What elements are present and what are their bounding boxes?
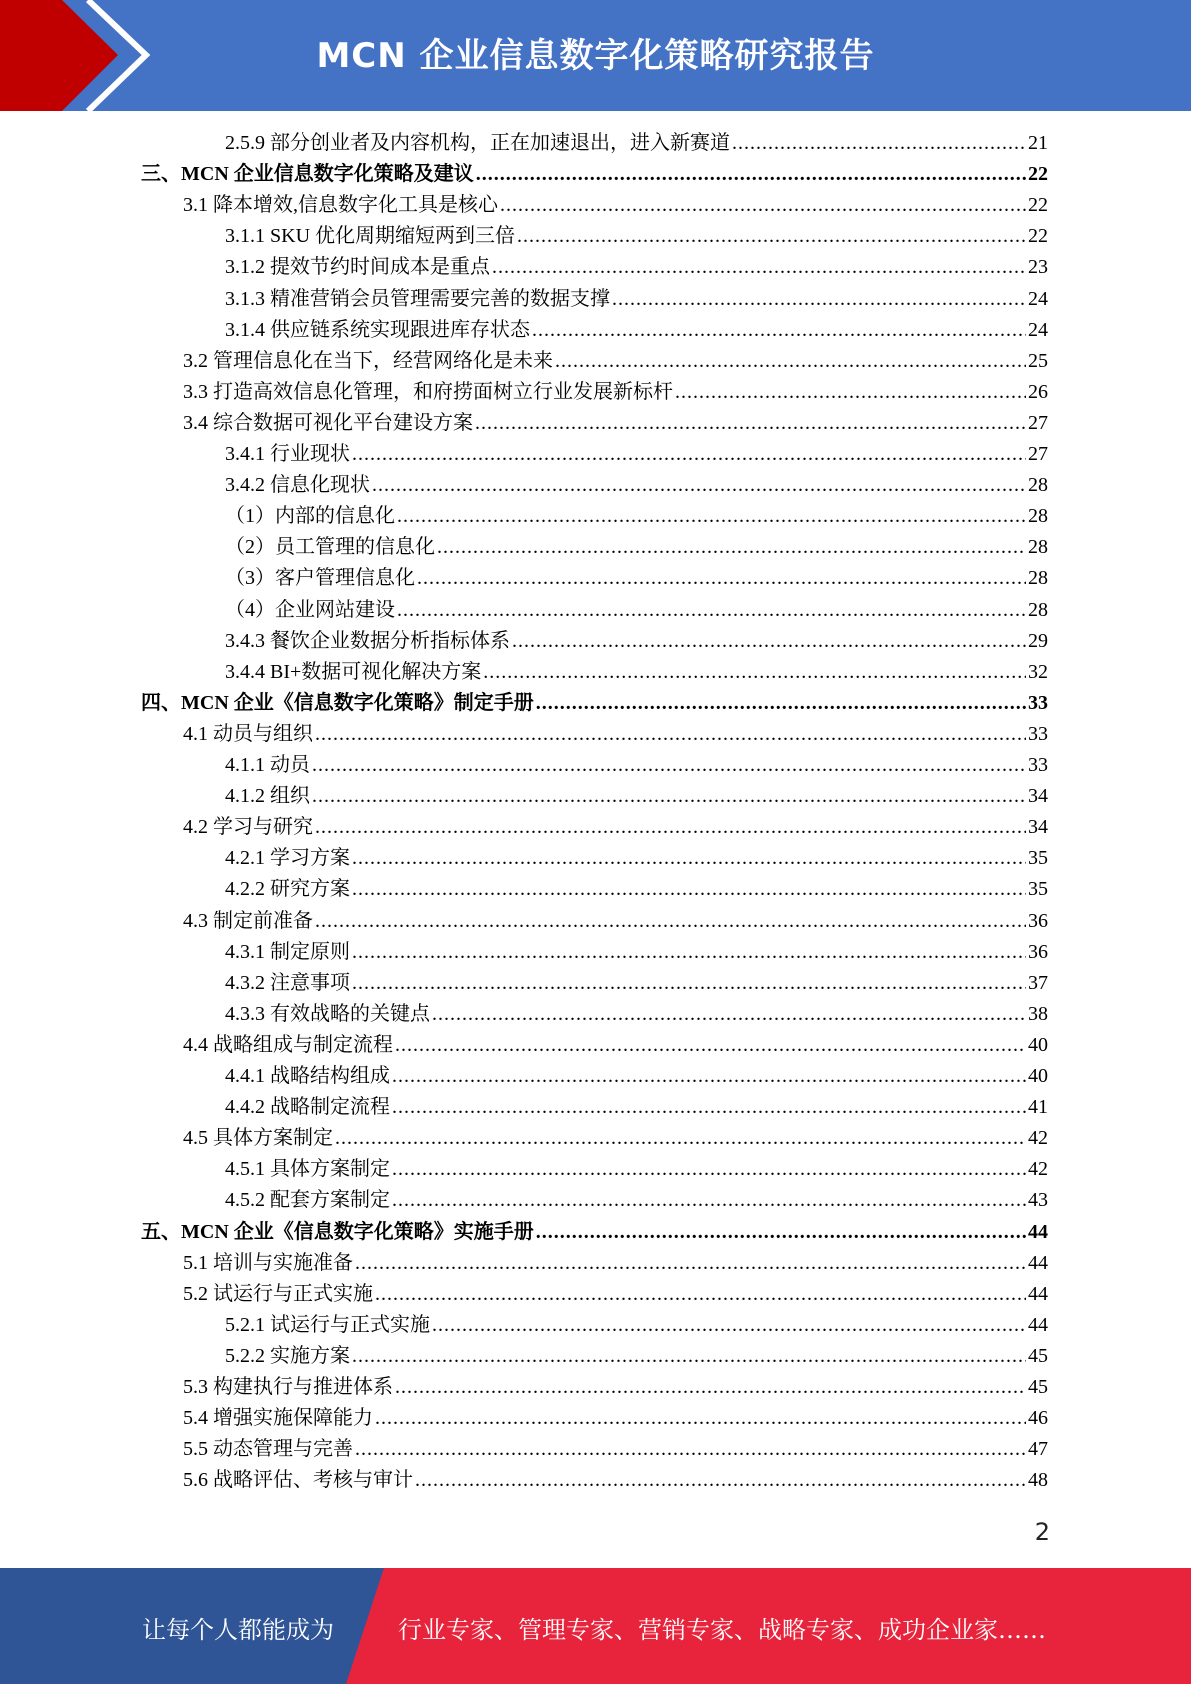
toc-entry-title: 四、MCN 企业《信息数字化策略》制定手册 xyxy=(141,691,534,714)
toc-entry[interactable] xyxy=(225,843,1048,874)
toc-entry-page: 32 xyxy=(1028,660,1048,683)
toc-entry-title: 3.4.1 行业现状 xyxy=(225,443,350,465)
toc-entry[interactable] xyxy=(225,781,1048,812)
toc-dot-leader xyxy=(352,968,1026,999)
toc-dot-leader xyxy=(372,470,1026,501)
toc-entry-title: 4.3.3 有效战略的关键点 xyxy=(225,1002,430,1025)
toc-dot-leader xyxy=(500,190,1026,221)
toc-entry-title: 4.5.1 具体方案制定 xyxy=(225,1158,390,1181)
toc-entry-title: 2.5.9 部分创业者及内容机构，正在加速退出，进入新赛道 xyxy=(225,132,730,154)
toc-entry-page: 47 xyxy=(1028,1438,1048,1461)
toc-entry-title: 4.2.1 学习方案 xyxy=(225,847,350,870)
toc-entry[interactable] xyxy=(225,595,1048,626)
toc-entry-title: 4.5 具体方案制定 xyxy=(183,1127,333,1150)
toc-entry[interactable] xyxy=(225,968,1048,999)
report-title: MCN 企业信息数字化策略研究报告 xyxy=(316,36,875,76)
toc-dot-leader xyxy=(392,1154,1026,1185)
toc-entry-page: 27 xyxy=(1028,443,1048,465)
toc-entry-page: 45 xyxy=(1028,1376,1048,1398)
header-banner xyxy=(0,0,1191,111)
toc-entry-title: 3.3 打造高效信息化管理，和府捞面树立行业发展新标杆 xyxy=(183,380,673,403)
toc-entry[interactable] xyxy=(225,1310,1048,1341)
toc-dot-leader xyxy=(512,626,1026,657)
toc-entry-title: 3.4.4 BI+数据可视化解决方案 xyxy=(225,660,482,683)
toc-dot-leader xyxy=(352,1341,1026,1372)
toc-dot-leader xyxy=(312,750,1026,781)
toc-entry-title: （1）内部的信息化 xyxy=(225,505,395,528)
toc-entry[interactable] xyxy=(225,626,1048,657)
toc-dot-leader xyxy=(536,688,1026,719)
toc-entry-page: 23 xyxy=(1028,256,1048,279)
toc-entry[interactable] xyxy=(225,439,1048,470)
toc-entry-title: 5.2 试运行与正式实施 xyxy=(183,1282,373,1305)
toc-entry-page: 46 xyxy=(1028,1407,1048,1430)
toc-entry[interactable] xyxy=(183,408,1048,439)
toc-entry[interactable] xyxy=(183,1434,1048,1465)
toc-entry-page: 26 xyxy=(1028,380,1048,403)
toc-dot-leader xyxy=(532,315,1026,346)
toc-dot-leader xyxy=(612,284,1026,315)
toc-entry[interactable] xyxy=(183,377,1048,408)
toc-entry-page: 37 xyxy=(1028,971,1048,994)
toc-entry[interactable] xyxy=(225,221,1048,252)
toc-entry-title: 三、MCN 企业信息数字化策略及建议 xyxy=(141,163,474,186)
toc-dot-leader xyxy=(732,128,1026,159)
toc-entry-page: 36 xyxy=(1028,909,1048,932)
toc-entry[interactable] xyxy=(183,1372,1048,1403)
toc-entry-title: 5.2.2 实施方案 xyxy=(225,1344,350,1367)
toc-entry-title: 5.6 战略评估、考核与审计 xyxy=(183,1469,413,1492)
toc-entry-page: 34 xyxy=(1028,816,1048,839)
toc-entry-title: 5.5 动态管理与完善 xyxy=(183,1438,353,1461)
toc-entry[interactable] xyxy=(225,563,1048,594)
toc-entry-page: 24 xyxy=(1028,287,1048,310)
toc-entry-page: 28 xyxy=(1028,505,1048,528)
toc-dot-leader xyxy=(312,781,1026,812)
toc-entry[interactable] xyxy=(183,190,1048,221)
toc-entry-page: 42 xyxy=(1028,1158,1048,1181)
toc-entry-title: 3.4 综合数据可视化平台建设方案 xyxy=(183,411,473,434)
toc-dot-leader xyxy=(475,408,1026,439)
toc-entry-title: 4.5.2 配套方案制定 xyxy=(225,1189,390,1212)
toc-entry-page: 24 xyxy=(1028,318,1048,341)
toc-entry-page: 38 xyxy=(1028,1002,1048,1025)
toc-entry-page: 42 xyxy=(1028,1127,1048,1150)
toc-dot-leader xyxy=(675,377,1026,408)
toc-dot-leader xyxy=(432,999,1026,1030)
toc-entry[interactable] xyxy=(225,999,1048,1030)
toc-entry[interactable] xyxy=(183,906,1048,937)
toc-entry-title: 4.1 动员与组织 xyxy=(183,722,313,745)
toc-entry[interactable] xyxy=(183,1248,1048,1279)
toc-entry-page: 48 xyxy=(1028,1469,1048,1492)
toc-dot-leader xyxy=(437,532,1026,563)
toc-entry-title: 5.4 增强实施保障能力 xyxy=(183,1407,373,1430)
toc-entry-title: 3.1.2 提效节约时间成本是重点 xyxy=(225,256,490,279)
toc-entry[interactable] xyxy=(183,812,1048,843)
toc-entry-page: 22 xyxy=(1028,163,1048,186)
toc-dot-leader xyxy=(392,1061,1026,1092)
toc-entry-title: 5.3 构建执行与推进体系 xyxy=(183,1376,393,1398)
toc-dot-leader xyxy=(517,221,1026,252)
toc-dot-leader xyxy=(392,1185,1026,1216)
toc-entry[interactable] xyxy=(225,315,1048,346)
page-number: 2 xyxy=(1034,1518,1050,1546)
toc-entry[interactable] xyxy=(225,1341,1048,1372)
toc-entry[interactable] xyxy=(225,874,1048,905)
toc-entry[interactable] xyxy=(225,1061,1048,1092)
toc-entry-page: 21 xyxy=(1028,132,1048,154)
toc-entry-page: 22 xyxy=(1028,225,1048,248)
toc-dot-leader xyxy=(375,1279,1026,1310)
footer-banner xyxy=(0,1568,1191,1684)
toc-entry-title: 3.1.4 供应链系统实现跟进库存状态 xyxy=(225,318,530,341)
footer-slogan-right: 行业专家、管理专家、营销专家、战略专家、成功企业家…… xyxy=(398,1616,1046,1644)
toc-entry[interactable] xyxy=(141,688,1048,719)
footer-slogan-left: 让每个人都能成为 xyxy=(142,1616,334,1644)
toc-entry[interactable] xyxy=(141,1217,1048,1248)
toc-entry[interactable] xyxy=(225,128,1048,159)
toc-entry[interactable] xyxy=(225,750,1048,781)
toc-entry-title: 3.4.3 餐饮企业数据分析指标体系 xyxy=(225,629,510,652)
toc-entry[interactable] xyxy=(183,1279,1048,1310)
toc-dot-leader xyxy=(395,1030,1026,1061)
toc-entry-title: 4.4.1 战略结构组成 xyxy=(225,1065,390,1087)
toc-entry-page: 27 xyxy=(1028,411,1048,434)
toc-entry[interactable] xyxy=(183,1030,1048,1061)
toc-dot-leader xyxy=(355,1434,1026,1465)
toc-entry-title: （2）员工管理的信息化 xyxy=(225,536,435,559)
toc-entry-title: 4.2.2 研究方案 xyxy=(225,878,350,901)
toc-dot-leader xyxy=(397,595,1026,626)
toc-entry-title: 4.3.1 制定原则 xyxy=(225,940,350,963)
toc-entry-page: 33 xyxy=(1028,691,1048,714)
toc-entry-title: 4.4.2 战略制定流程 xyxy=(225,1096,390,1119)
toc-dot-leader xyxy=(352,874,1026,905)
toc-entry-title: 3.2 管理信息化在当下，经营网络化是未来 xyxy=(183,349,553,372)
toc-entry[interactable] xyxy=(225,657,1048,688)
toc-entry[interactable] xyxy=(225,1185,1048,1216)
toc-entry-page: 28 xyxy=(1028,598,1048,621)
toc-entry-page: 36 xyxy=(1028,940,1048,963)
toc-entry-title: 3.1 降本增效,信息数字化工具是核心 xyxy=(183,194,498,217)
toc-entry-page: 28 xyxy=(1028,536,1048,559)
toc-entry-page: 25 xyxy=(1028,349,1048,372)
toc-entry-page: 43 xyxy=(1028,1189,1048,1212)
toc-entry[interactable] xyxy=(183,1403,1048,1434)
toc-dot-leader xyxy=(335,1123,1026,1154)
toc-dot-leader xyxy=(415,1465,1026,1496)
toc-dot-leader xyxy=(352,439,1026,470)
toc-dot-leader xyxy=(395,1372,1026,1403)
toc-entry-page: 40 xyxy=(1028,1033,1048,1056)
toc-dot-leader xyxy=(397,501,1026,532)
toc-entry-page: 33 xyxy=(1028,754,1048,776)
toc-dot-leader xyxy=(375,1403,1026,1434)
toc-entry-title: 3.1.3 精准营销会员管理需要完善的数据支撑 xyxy=(225,287,610,310)
toc-entry[interactable] xyxy=(225,252,1048,283)
toc-entry-page: 28 xyxy=(1028,474,1048,497)
toc-entry-page: 40 xyxy=(1028,1065,1048,1087)
toc-entry-title: 4.4 战略组成与制定流程 xyxy=(183,1033,393,1056)
toc-entry-title: 4.3 制定前准备 xyxy=(183,909,313,932)
toc-entry-page: 41 xyxy=(1028,1096,1048,1119)
toc-dot-leader xyxy=(355,1248,1026,1279)
toc-dot-leader xyxy=(392,1092,1026,1123)
toc-entry[interactable] xyxy=(225,284,1048,315)
toc-entry[interactable] xyxy=(183,1123,1048,1154)
toc-dot-leader xyxy=(315,812,1026,843)
toc-entry-title: 五、MCN 企业《信息数字化策略》实施手册 xyxy=(141,1220,534,1243)
toc-dot-leader xyxy=(315,719,1026,750)
toc-dot-leader xyxy=(432,1310,1026,1341)
toc-entry-title: 4.2 学习与研究 xyxy=(183,816,313,839)
toc-dot-leader xyxy=(476,159,1026,190)
toc-entry-title: 3.1.1 SKU 优化周期缩短两到三倍 xyxy=(225,225,516,248)
toc-dot-leader xyxy=(352,937,1026,968)
toc-entry-page: 45 xyxy=(1028,1344,1048,1367)
toc-entry-title: （4）企业网站建设 xyxy=(225,598,395,621)
toc-entry-page: 35 xyxy=(1028,847,1048,870)
toc-entry-page: 44 xyxy=(1028,1313,1048,1336)
toc-entry-title: （3）客户管理信息化 xyxy=(225,567,415,590)
toc-entry-title: 5.1 培训与实施准备 xyxy=(183,1251,353,1274)
toc-entry[interactable] xyxy=(183,346,1048,377)
toc-entry-title: 5.2.1 试运行与正式实施 xyxy=(225,1313,430,1336)
toc-entry-page: 22 xyxy=(1028,194,1048,217)
toc-entry[interactable] xyxy=(183,719,1048,750)
toc-entry-page: 28 xyxy=(1028,567,1048,590)
toc-entry-title: 3.4.2 信息化现状 xyxy=(225,474,370,497)
toc-entry[interactable] xyxy=(183,1465,1048,1496)
toc-entry-page: 34 xyxy=(1028,785,1048,808)
toc-dot-leader xyxy=(315,906,1026,937)
toc-entry[interactable] xyxy=(225,501,1048,532)
toc-entry[interactable] xyxy=(225,470,1048,501)
toc-dot-leader xyxy=(536,1217,1026,1248)
toc-entry-page: 44 xyxy=(1028,1251,1048,1274)
toc-entry-title: 4.1.2 组织 xyxy=(225,785,310,808)
toc-entry-page: 35 xyxy=(1028,878,1048,901)
toc-entry-title: 4.1.1 动员 xyxy=(225,754,310,776)
toc-entry[interactable] xyxy=(225,532,1048,563)
toc-entry-title: 4.3.2 注意事项 xyxy=(225,971,350,994)
toc-entry-page: 44 xyxy=(1028,1220,1048,1243)
toc-entry[interactable] xyxy=(225,1154,1048,1185)
toc-entry-page: 33 xyxy=(1028,722,1048,745)
toc-entry[interactable] xyxy=(225,937,1048,968)
toc-dot-leader xyxy=(483,657,1026,688)
toc-entry[interactable] xyxy=(225,1092,1048,1123)
toc-entry-page: 29 xyxy=(1028,629,1048,652)
toc-entry[interactable] xyxy=(141,159,1048,190)
toc-entry-page: 44 xyxy=(1028,1282,1048,1305)
toc-dot-leader xyxy=(492,252,1026,283)
toc-dot-leader xyxy=(555,346,1026,377)
toc-dot-leader xyxy=(352,843,1026,874)
toc-dot-leader xyxy=(417,563,1026,594)
